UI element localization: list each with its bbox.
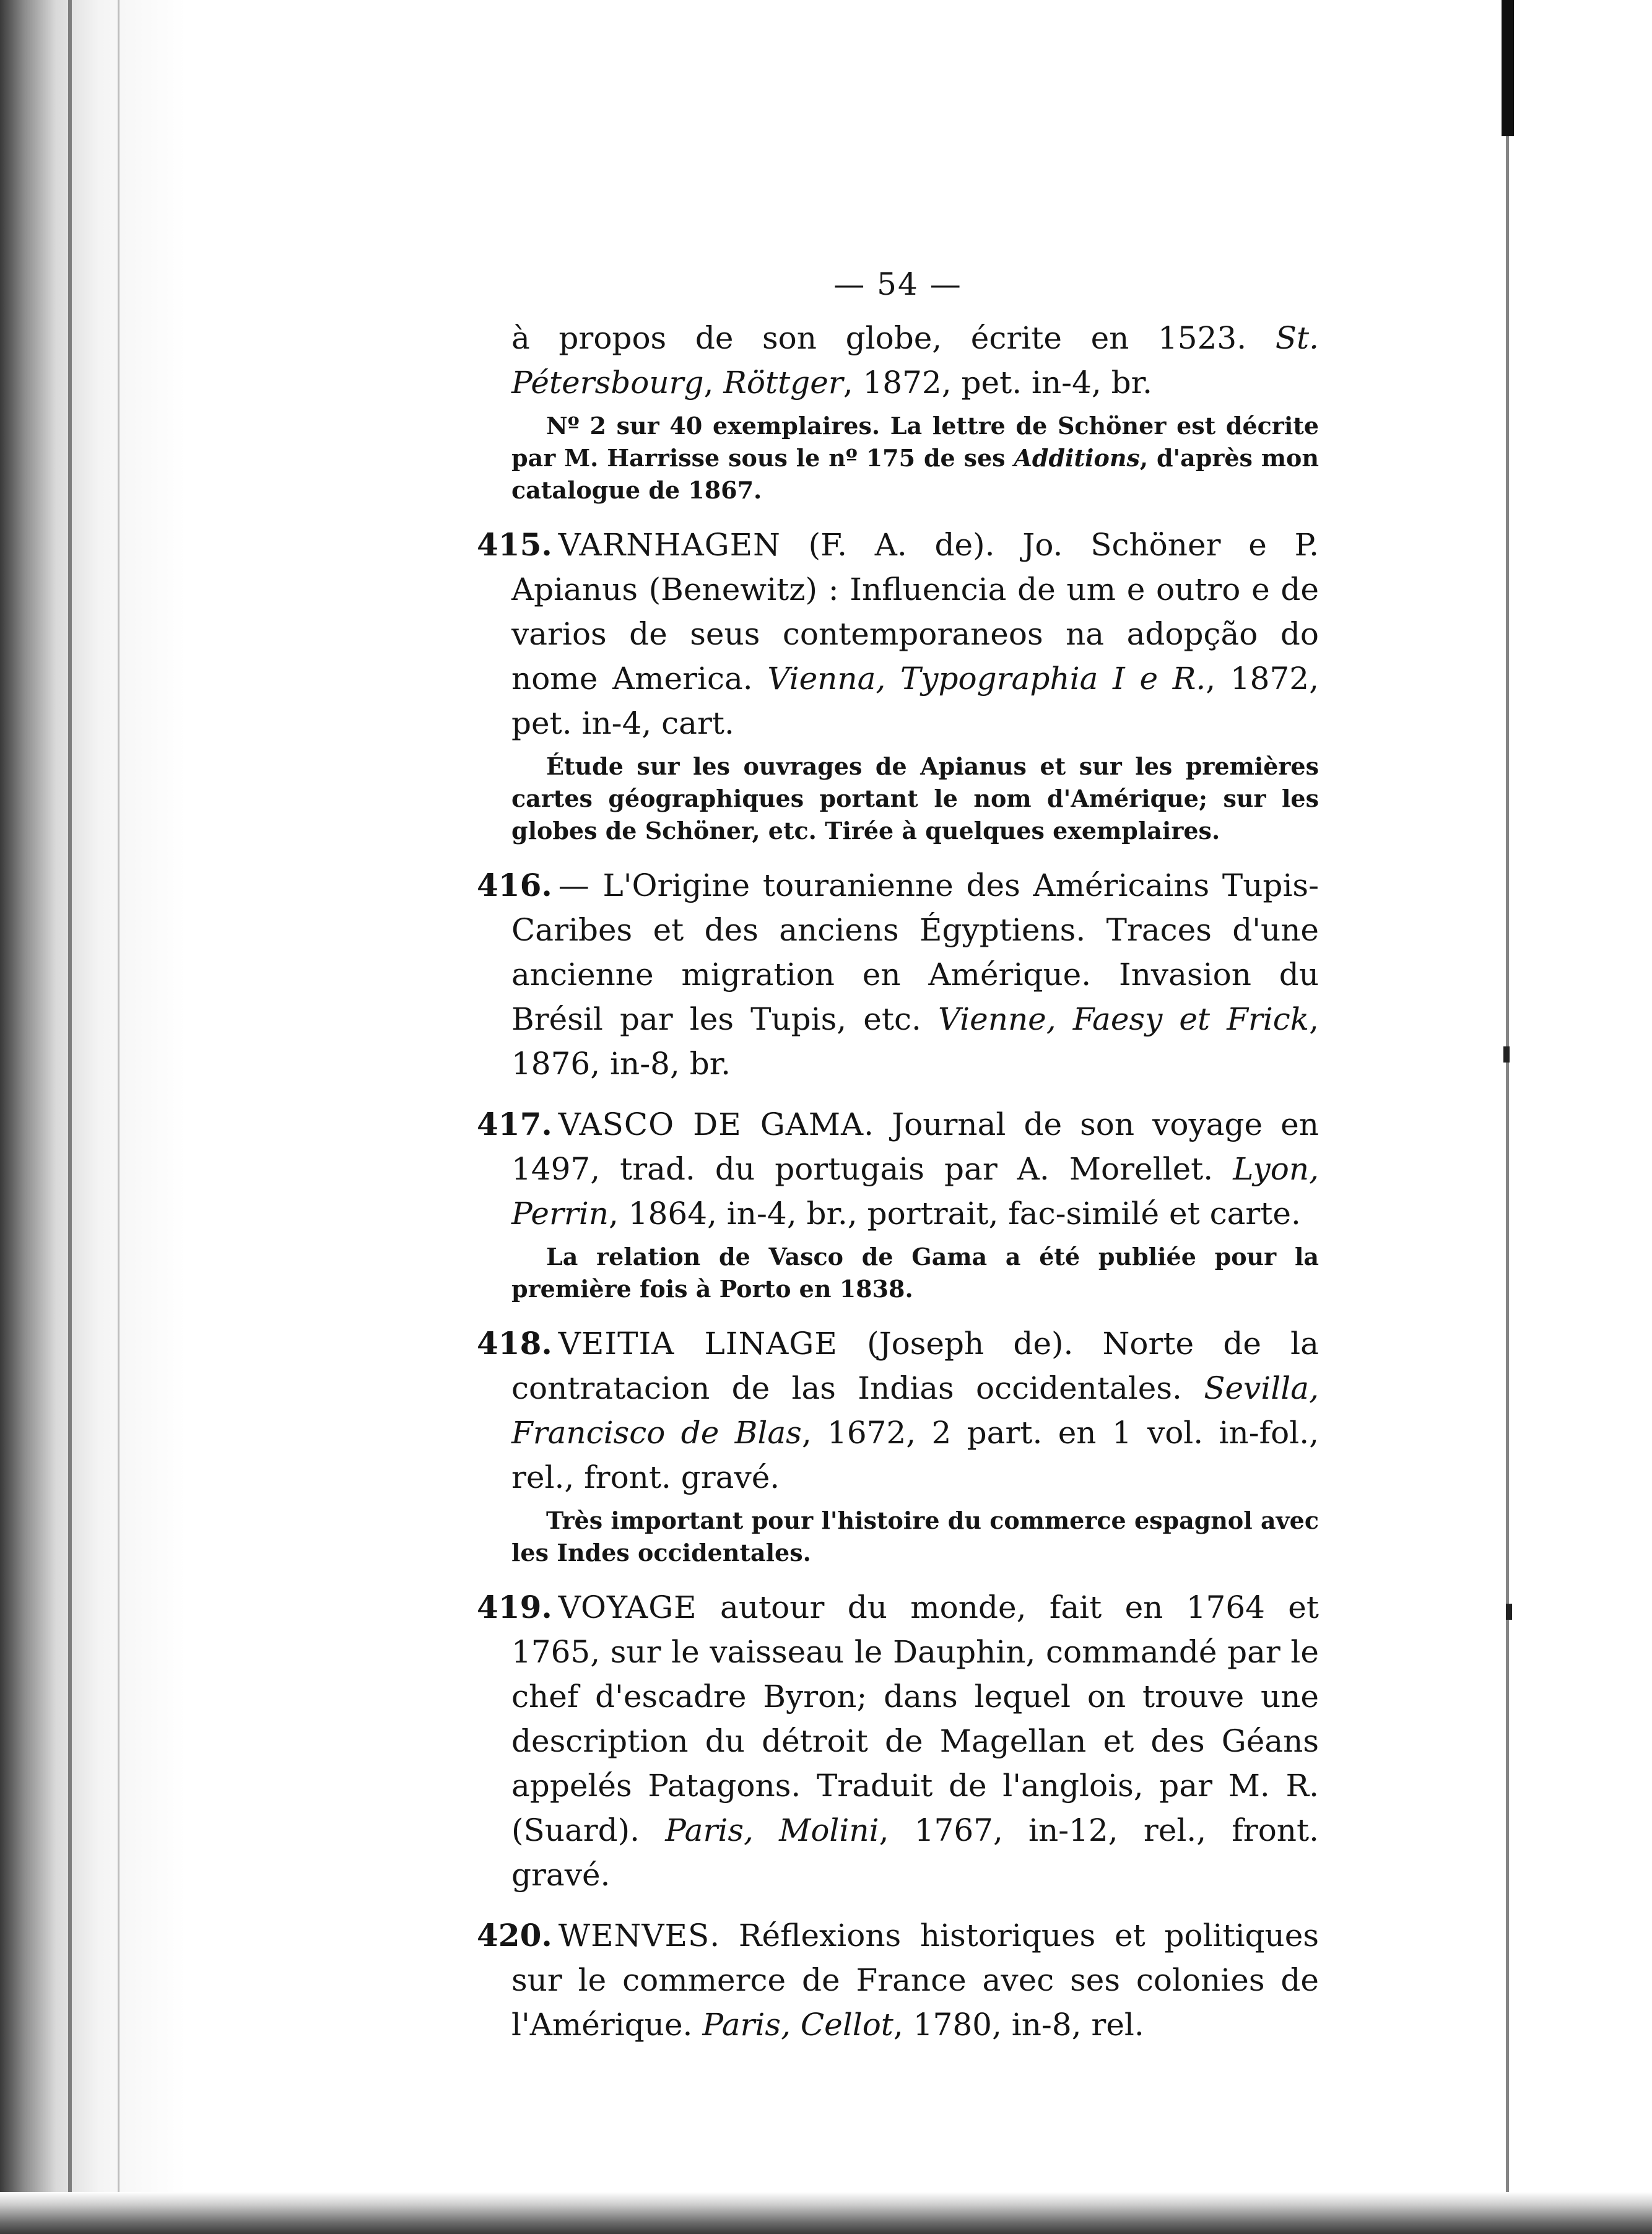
scan-right-edge-line (1506, 136, 1509, 2234)
entry-author: VARNHAGEN (558, 527, 781, 563)
margin-mark (1506, 1604, 1512, 1620)
page-number: — 54 — (833, 266, 962, 302)
entry-note: Très important pour l'histoire du commerce espagnol avec les Indes occidentales. (511, 1506, 1319, 1567)
entry-text: 415. VARNHAGEN (F. A. de). Jo. Schöner e P. Apianus (Benewitz) : Influencia de um e outro e de varios de seus contemporaneos na adopção do nome America. Vienna, Typographia I e R., 1872, pet. in-4, cart. (477, 526, 1319, 741)
catalogue-entry-417 (477, 1102, 1319, 1305)
entry-note: La relation de Vasco de Gama a été publiée pour la première fois à Porto en 1838. (511, 1243, 1319, 1303)
catalogue-entry-415 (477, 523, 1319, 847)
scan-right-edge-mark (1502, 0, 1514, 136)
entry-author: VOYAGE (558, 1589, 697, 1625)
entry-text: 418. VEITIA LINAGE (Joseph de). Norte de la contratacion de las Indias occidentales. Sevilla, Francisco de Blas, 1672, 2 part. en 1 vol. in-fol., rel., front. gravé. (477, 1325, 1319, 1495)
entry-imprint: Vienne, Faesy et Frick (937, 1001, 1310, 1037)
entry-author: WENVES (558, 1918, 710, 1954)
scan-bottom-edge (0, 2192, 1652, 2234)
entry-imprint: Paris, Cellot (702, 2007, 893, 2043)
entry-number: 415. (477, 526, 552, 563)
entry-author: VEITIA LINAGE (558, 1326, 838, 1362)
entry-imprint: Sevilla, Francisco de Blas (511, 1370, 1319, 1451)
entry-author: — (558, 867, 590, 903)
entry-author: VASCO DE GAMA (558, 1106, 864, 1142)
entry-text: 419. VOYAGE autour du monde, fait en 1764 et 1765, sur le vaisseau le Dauphin, commandé par le chef d'escadre Byron; dans lequel on trouve une description du détroit de Magellan et des Géans appelés Patagons. Traduit de l'anglois, par M. R. (Suard). Paris, Molini, 1767, in-12, rel., front. gravé. (477, 1589, 1319, 1893)
catalogue-entry-419 (477, 1585, 1319, 1897)
catalogue-page (477, 266, 1319, 2063)
entry-note: Étude sur les ouvrages de Apianus et sur les premières cartes géographiques portant le nom d'Amérique; sur les globes de Schöner, etc. Tirée à quelques exemplaires. (511, 752, 1319, 845)
catalogue-entry-420 (477, 1913, 1319, 2047)
imprint-place: St. Pétersbourg (511, 320, 1319, 401)
entry-note: Nº 2 sur 40 exemplaires. La lettre de Schöner est décrite par M. Harrisse sous le nº 175 de ses Additions, d'après mon catalogue de 1867. (511, 412, 1319, 504)
entry-text: 420. WENVES. Réflexions historiques et politiques sur le commerce de France avec ses colonies de l'Amérique. Paris, Cellot, 1780, in-8, rel. (477, 1917, 1319, 2043)
entry-imprint: Lyon, Perrin (511, 1151, 1319, 1232)
margin-mark (1503, 1046, 1510, 1063)
scan-gutter-line-secondary (118, 0, 120, 2234)
entry-text: 416. — L'Origine touranienne des Américains Tupis-Caribes et des anciens Égyptiens. Traces d'une ancienne migration en Amérique. Invasion du Brésil par les Tupis, etc. Vienne, Faesy et Frick, 1876, in-8, br. (477, 867, 1319, 1082)
entry-number: 419. (477, 1589, 552, 1625)
entry-text: 417. VASCO DE GAMA. Journal de son voyage en 1497, trad. du portugais par A. Morellet. Lyon, Perrin, 1864, in-4, br., portrait, fac-similé et carte. (477, 1106, 1319, 1232)
entry-imprint: Paris, Molini (665, 1812, 879, 1848)
catalogue-entry-416 (477, 863, 1319, 1086)
continuation-entry (477, 316, 1319, 506)
entry-number: 418. (477, 1325, 552, 1362)
imprint-publisher: Röttger (723, 365, 843, 401)
entry-number: 416. (477, 867, 552, 903)
scan-gutter-line (68, 0, 72, 2234)
continuation-text: à propos de son globe, écrite en 1523. St. Pétersbourg, Röttger, 1872, pet. in-4, br. (511, 320, 1319, 401)
entry-imprint: Vienna, Typographia I e R. (767, 661, 1206, 697)
entry-number: 420. (477, 1917, 552, 1954)
scan-left-edge (0, 0, 186, 2234)
catalogue-entry-418 (477, 1321, 1319, 1569)
entry-number: 417. (477, 1106, 552, 1142)
